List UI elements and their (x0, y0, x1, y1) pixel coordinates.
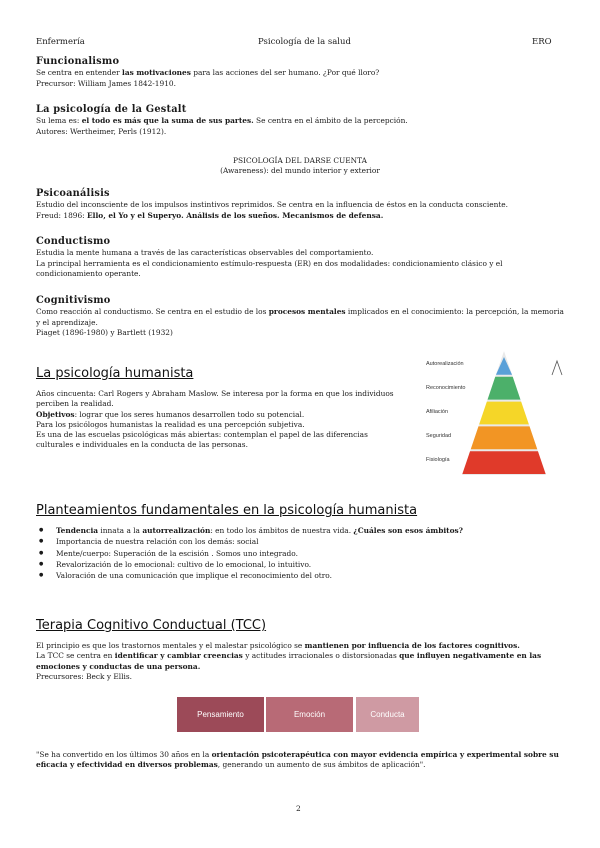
caption-line: PSICOLOGÍA DEL DARSE CUENTA (233, 156, 367, 165)
pyramid-label: Seguridad (426, 433, 452, 439)
header-center: Psicología de la salud (258, 37, 351, 47)
flow-box-pensamiento: Pensamiento (177, 697, 264, 732)
section-funcionalismo (36, 57, 566, 89)
pyramid-label: Fisiología (426, 457, 450, 463)
list-item: ● Importancia de nuestra relación con los demás: social (36, 536, 566, 547)
paragraph: La principal herramienta es el condicionamiento estímulo-respuesta (ER) en dos modalidades: condicionamiento clásico y el condicionamiento operante. (36, 258, 503, 278)
heading-tcc: Terapia Cognitivo Conductual (TCC) (36, 618, 267, 633)
pyramid-label: Autorealización (426, 361, 464, 367)
paragraph: Precursor: William James 1842-1910. (36, 78, 176, 88)
pyramid-tier-reconocimiento (488, 377, 521, 400)
paragraph: Estudia la mente humana a través de las características observables del comportamiento. (36, 248, 374, 258)
section-psicoanalisis (36, 189, 566, 221)
paragraph: Autores: Wertheimer, Perls (1912). (36, 126, 167, 136)
section-title: La psicología de la Gestalt (36, 104, 187, 115)
paragraph: La TCC se centra en identificar y cambiar creencias y actitudes irracionales o distorsionadas que influyen negativamente en las emociones y conductas de una persona. (36, 651, 542, 671)
section-title: Psicoanálisis (36, 188, 110, 199)
section-gestalt (36, 105, 566, 137)
heading-planteamientos: Planteamientos fundamentales en la psicología humanista (36, 503, 418, 518)
header-right: ERO (532, 37, 552, 47)
paragraph: El principio es que los trastornos mentales y el malestar psicológico se mantienen por influencia de los factores cognitivos. (36, 641, 520, 650)
section-conductismo (36, 237, 566, 279)
section-title: Conductismo (36, 236, 111, 247)
paragraph: Su lema es: el todo es más que la suma de sus partes. Se centra en el ámbito de la percepción. (36, 116, 408, 126)
flow-box-emocion: Emoción (266, 697, 353, 732)
paragraph: Objetivos: lograr que los seres humanos desarrollen todo su potencial. (36, 409, 305, 419)
paragraph: Años cincuenta: Carl Rogers y Abraham Maslow. Se interesa por la forma en que los individuos perciben la realidad. (36, 389, 394, 409)
paragraph: Para los psicólogos humanistas la realidad es una percepción subjetiva. (36, 419, 305, 429)
section-humanista (36, 389, 406, 451)
paragraph: Piaget (1896-1980) y Bartlett (1932) (36, 327, 173, 337)
bullet-list (36, 525, 566, 581)
awareness-caption (150, 156, 450, 176)
list-item: ● Tendencia innata a la autorrealización: en todo los ámbitos de nuestra vida. ¿Cuáles son esos ámbitos? (36, 525, 566, 536)
chevron-up-icon (552, 361, 562, 375)
caption-line: (Awareness): del mundo interior y exterior (220, 166, 380, 175)
paragraph: Se centra en entender las motivaciones para las acciones del ser humano. ¿Por qué lloro? (36, 68, 380, 78)
list-item: ● Mente/cuerpo: Superación de la escisión . Somos uno integrado. (36, 548, 566, 559)
list-item: ● Valoración de una comunicación que implique el reconocimiento del otro. (36, 570, 566, 581)
header-left: Enfermería (36, 37, 85, 47)
pyramid-label: Reconocimiento (426, 385, 466, 391)
pyramid-tier-fisiologia (462, 451, 545, 474)
heading-humanista: La psicología humanista (36, 366, 194, 381)
section-title: Funcionalismo (36, 56, 120, 67)
pyramid-label: Afiliación (426, 409, 449, 415)
maslow-pyramid (424, 347, 574, 481)
section-cognitivismo (36, 296, 566, 338)
pyramid-tier-afiliacion (479, 402, 529, 425)
section-title: Cognitivismo (36, 295, 111, 306)
flow-box-conducta: Conducta (356, 697, 419, 732)
paragraph: Freud: 1896: Ello, el Yo y el Superyo. Análisis de los sueños. Mecanismos de defensa. (36, 210, 384, 220)
list-item: ● Revalorización de lo emocional: cultivo de lo emocional, lo intuitivo. (36, 559, 566, 570)
paragraph: "Se ha convertido en los últimos 30 años en la orientación psicoterapéutica con mayor evidencia empírica y experimental sobre su eficacia y efectividad en diversos problemas, generando un aumento de sus ámbitos de aplicación". (36, 750, 559, 770)
paragraph: Como reacción al conductismo. Se centra en el estudio de los procesos mentales implicados en el conocimiento: la percepción, la memoria y el aprendizaje. (36, 307, 564, 327)
page-number: 2 (296, 804, 301, 813)
paragraph: Estudio del inconsciente de los impulsos instintivos reprimidos. Se centra en la influencia de éstos en la conducta consciente. (36, 200, 509, 210)
section-tcc (36, 641, 566, 682)
paragraph: Precursores: Beck y Ellis. (36, 671, 133, 681)
section-planteamientos (36, 525, 566, 581)
quote-paragraph (36, 750, 566, 771)
pyramid-tier-autorealizacion (496, 357, 512, 375)
pyramid-tier-seguridad (471, 426, 538, 449)
paragraph: Es una de las escuelas psicológicas más abiertas: contemplan el papel de las diferencias culturales e individuales en la conducta de las personas. (36, 430, 368, 450)
